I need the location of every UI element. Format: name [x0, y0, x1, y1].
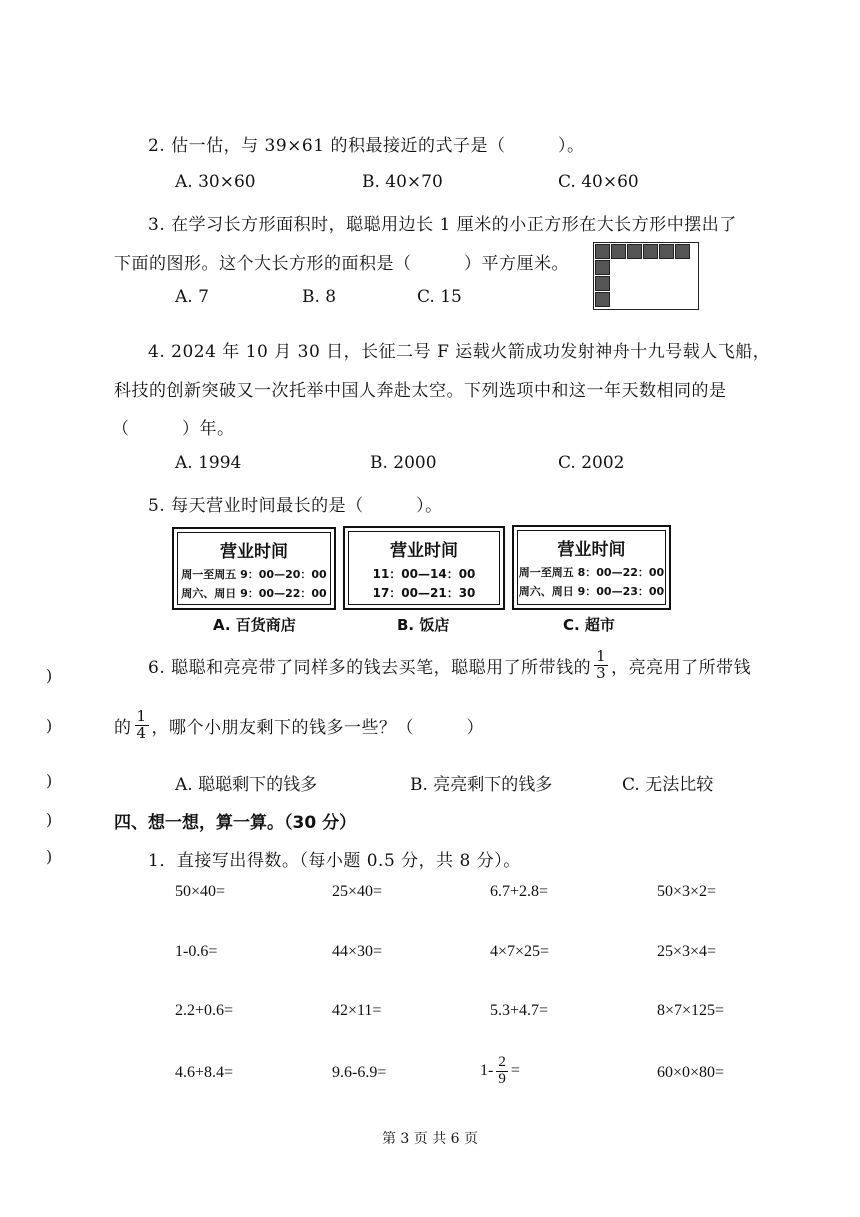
question-4-stem-line1: 4. 2024 年 10 月 30 日，长征二号 F 运载火箭成功发射神舟十九号载人飞船，	[148, 342, 771, 362]
section-4-subquestion-1: 1．直接写出得数。（每小题 0.5 分，共 8 分）。	[148, 851, 521, 871]
calc-item-fraction: 1- $\frac{2}{9}$ =	[480, 1054, 520, 1087]
caption-supermarket: C. 超市	[563, 616, 615, 634]
calc-item: 9.6-6.9=	[332, 1064, 387, 1081]
unit-square	[595, 260, 610, 275]
calc-item: 5.3+4.7=	[490, 1002, 549, 1019]
calc-item: 1-0.6=	[175, 943, 218, 960]
question-4-option-b: B. 2000	[370, 453, 437, 473]
hours-weekend: 周六、周日 9：00—22：00	[181, 587, 327, 600]
hours-weekday: 周一至周五 8：00—22：00	[518, 566, 665, 579]
unit-square	[595, 244, 610, 259]
caption-restaurant: B. 饭店	[397, 616, 450, 634]
fraction-two-ninths: $\frac{2}{9}$	[498, 1054, 506, 1087]
question-6-text-a: 6. 聪聪和亮亮带了同样多的钱去买笔，聪聪用了所带钱的	[148, 657, 592, 678]
caption-department-store: A. 百货商店	[213, 616, 296, 634]
question-6-option-b: B. 亮亮剩下的钱多	[410, 775, 553, 795]
hours-box-title: 营业时间	[557, 540, 626, 560]
question-6-option-c: C. 无法比较	[622, 775, 714, 795]
calc-item: 50×40=	[175, 883, 226, 900]
margin-mark: )	[46, 716, 53, 735]
hours-weekday: 周一至周五 9：00—20：00	[181, 568, 327, 581]
question-6-text-d: ，哪个小朋友剩下的钱多一些？（ ）	[151, 717, 485, 738]
unit-square	[627, 244, 642, 259]
rectangle-figure	[593, 242, 699, 310]
unit-square	[643, 244, 658, 259]
hours-box-department-store	[172, 527, 336, 610]
question-4-option-c: C. 2002	[558, 453, 625, 473]
question-2-option-a: A. 30×60	[175, 172, 256, 192]
question-3-option-c: C. 15	[417, 287, 462, 307]
question-4-stem-line3: （ ）年。	[112, 419, 235, 439]
margin-mark: )	[46, 771, 53, 790]
hours-weekend: 周六、周日 9：00—23：00	[518, 585, 665, 598]
question-6-text-c: 的	[114, 717, 132, 738]
question-2-option-b: B. 40×70	[362, 172, 443, 192]
page-footer: 第 3 页 共 6 页	[381, 1131, 479, 1147]
calc-item: 42×11=	[332, 1002, 382, 1019]
hours-box-supermarket	[512, 525, 671, 610]
margin-mark: )	[46, 666, 53, 685]
question-2-option-c: C. 40×60	[558, 172, 639, 192]
fraction-one-third: $\frac{1}{3}$	[596, 647, 607, 682]
question-6-option-a: A. 聪聪剩下的钱多	[175, 775, 318, 795]
calc-item: 8×7×125=	[657, 1002, 725, 1019]
question-3-option-b: B. 8	[302, 287, 337, 307]
question-4-option-a: A. 1994	[175, 453, 242, 473]
calc-item: 44×30=	[332, 943, 383, 960]
question-3-stem-line1: 3. 在学习长方形面积时，聪聪用边长 1 厘米的小正方形在大长方形中摆出了	[148, 215, 737, 235]
question-3-stem-line2: 下面的图形。这个大长方形的面积是（ ）平方厘米。	[114, 254, 569, 274]
calc-item: 4×7×25=	[490, 943, 550, 960]
hours-dinner: 17：00—21：30	[372, 586, 476, 600]
unit-square	[595, 276, 610, 291]
calc-item: 50×3×2=	[657, 883, 717, 900]
calc-item: 25×3×4=	[657, 943, 717, 960]
unit-square	[595, 292, 610, 307]
calc-item: 4.6+8.4=	[175, 1064, 234, 1081]
question-6-stem-line1	[148, 649, 751, 682]
calc-item: 2.2+0.6=	[175, 1002, 234, 1019]
unit-square	[675, 244, 690, 259]
question-4-stem-line2: 科技的创新突破又一次托举中国人奔赴太空。下列选项中和这一年天数相同的是	[114, 381, 727, 401]
unit-square	[611, 244, 626, 259]
calc-item: 6.7+2.8=	[490, 883, 549, 900]
margin-mark: )	[46, 810, 53, 829]
hours-box-restaurant	[343, 526, 505, 610]
question-3-option-a: A. 7	[175, 287, 209, 307]
question-6-stem-line2	[114, 709, 484, 742]
question-2-stem: 2. 估一估，与 39×61 的积最接近的式子是（ ）。	[148, 136, 585, 156]
margin-mark: )	[46, 847, 53, 866]
hours-lunch: 11：00—14：00	[372, 567, 476, 581]
hours-box-title: 营业时间	[220, 542, 288, 562]
hours-box-title: 营业时间	[390, 541, 458, 561]
fraction-one-quarter: $\frac{1}{4}$	[136, 707, 147, 742]
section-4-title: 四、想一想，算一算。（30 分）	[114, 813, 357, 833]
unit-square	[659, 244, 674, 259]
calc-item: 60×0×80=	[657, 1064, 725, 1081]
question-5-stem: 5. 每天营业时间最长的是（ ）。	[148, 496, 443, 516]
calc-item: 25×40=	[332, 883, 383, 900]
question-6-text-b: ，亮亮用了所带钱	[611, 657, 752, 678]
